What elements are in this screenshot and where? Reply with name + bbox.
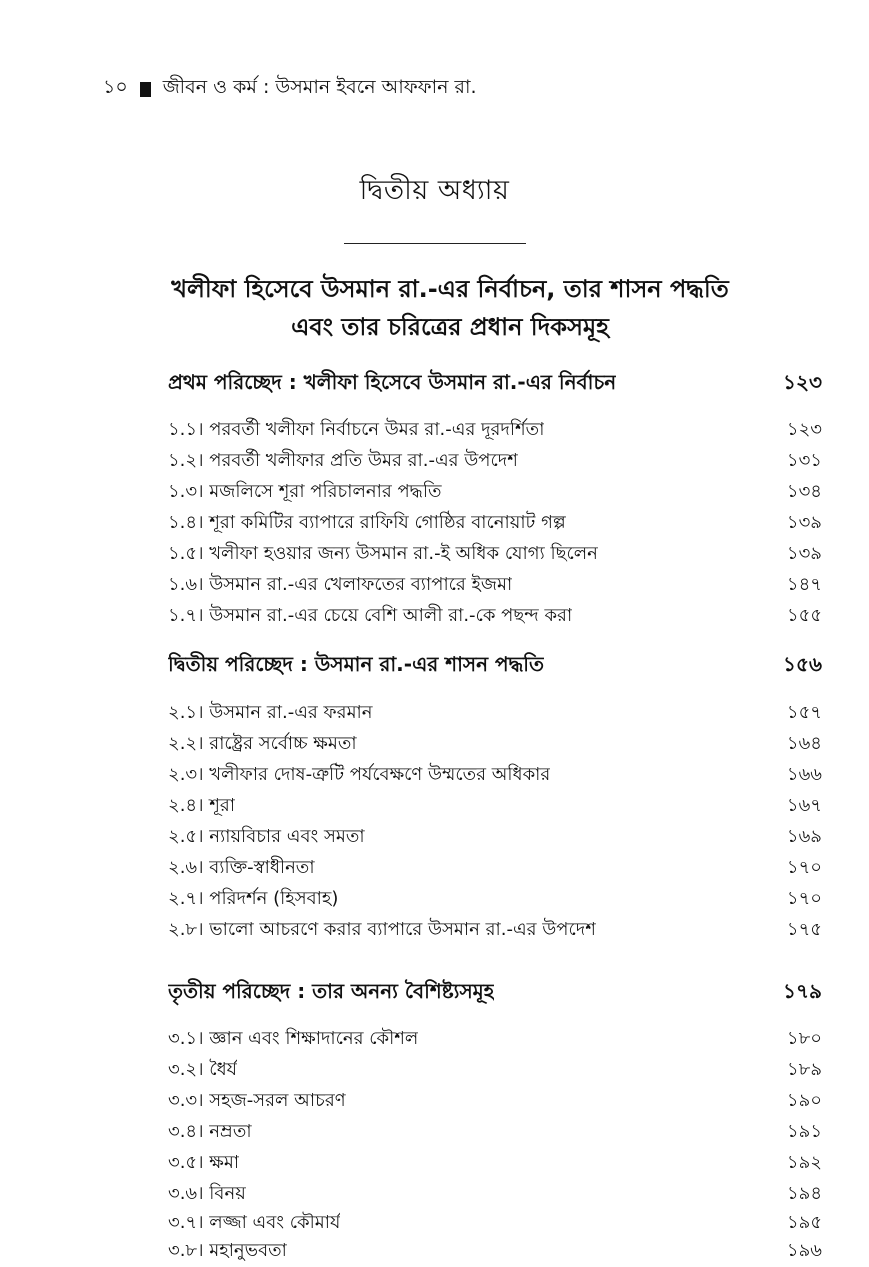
toc-page: ১৩৯: [786, 511, 822, 533]
toc-label: ৩.৮। মহানুভবতা: [168, 1239, 287, 1261]
section-title: দ্বিতীয় পরিচ্ছেদ : উসমান রা.-এর শাসন পদ্ধতি: [168, 651, 544, 676]
toc-page: ১৩৯: [786, 542, 822, 564]
toc-page: ১৬৬: [786, 763, 822, 785]
square-bullet-icon: [140, 82, 151, 97]
toc-page: ১৩১: [786, 449, 822, 471]
toc-label: ২.৩। খলীফার দোষ-ত্রুটি পর্যবেক্ষণে উম্মতের অধিকার: [168, 763, 551, 785]
toc-entry: [168, 1148, 822, 1178]
toc-page: ১৯১: [786, 1120, 822, 1142]
toc-entry: [168, 539, 822, 569]
section-page: ১৫৬: [783, 651, 822, 676]
toc-label: ১.১। পরবর্তী খলীফা নির্বাচনে উমর রা.-এর দূরদর্শিতা: [168, 418, 545, 440]
running-title: জীবন ও কর্ম : উসমান ইবনে আফফান রা.: [162, 76, 477, 98]
chapter-title-line-2: এবং তার চরিত্রের প্রধান দিকসমূহ: [291, 313, 609, 341]
toc-label: ২.৫। ন্যায়বিচার এবং সমতা: [168, 825, 365, 847]
chapter-heading: দ্বিতীয় অধ্যায়: [359, 175, 510, 206]
toc-entry: [168, 853, 822, 883]
toc-label: ৩.৪। নম্রতা: [168, 1120, 252, 1142]
toc-entry: [168, 1179, 822, 1209]
toc-label: ১.৭। উসমান রা.-এর চেয়ে বেশি আলী রা.-কে পছন্দ করা: [168, 604, 573, 626]
toc-entry: [168, 698, 822, 728]
toc-entry: [168, 415, 822, 445]
page-number: ১০: [103, 76, 128, 98]
toc-page: ১৬৯: [786, 825, 822, 847]
toc-entry: [168, 1055, 822, 1085]
toc-label: ৩.৫। ক্ষমা: [168, 1151, 240, 1173]
divider: [344, 243, 526, 244]
toc-label: ২.৮। ভালো আচরণে করার ব্যাপারে উসমান রা.-এর উপদেশ: [168, 918, 596, 940]
toc-entry: [168, 1117, 822, 1147]
toc-page: ১৮৯: [786, 1058, 822, 1080]
running-header: [103, 74, 477, 104]
toc-page: ১৯৫: [786, 1211, 822, 1233]
toc-label: ১.২। পরবর্তী খলীফার প্রতি উমর রা.-এর উপদেশ: [168, 449, 518, 471]
toc-entry: [168, 446, 822, 476]
toc-label: ২.৭। পরিদর্শন (হিসবাহ): [168, 887, 339, 909]
toc-label: ৩.৭। লজ্জা এবং কৌমার্য: [168, 1211, 341, 1233]
toc-page: ১৫৭: [786, 701, 822, 723]
toc-label: ৩.২। ধৈর্য: [168, 1058, 238, 1080]
toc-label: ৩.৩। সহজ-সরল আচরণ: [168, 1089, 346, 1111]
toc-entry: [168, 760, 822, 790]
section-heading: [168, 648, 822, 684]
section-heading: [168, 975, 822, 1011]
toc-label: ১.৬। উসমান রা.-এর খেলাফতের ব্যাপারে ইজমা: [168, 573, 513, 595]
section-title: তৃতীয় পরিচ্ছেদ : তার অনন্য বৈশিষ্ট্যসমূহ: [168, 978, 495, 1003]
section-page: ১২৩: [783, 369, 822, 394]
toc-entry: [168, 477, 822, 507]
toc-page: ১৬৭: [786, 794, 822, 816]
chapter-title: [140, 270, 760, 346]
toc-entry: [168, 601, 822, 631]
toc-entry: [168, 884, 822, 914]
toc-label: ১.৫। খলীফা হওয়ার জন্য উসমান রা.-ই অধিক যোগ্য ছিলেন: [168, 542, 598, 564]
toc-page: ১৯৪: [786, 1182, 822, 1204]
toc-label: ২.৬। ব্যক্তি-স্বাধীনতা: [168, 856, 315, 878]
toc-label: ৩.৬। বিনয়: [168, 1182, 246, 1204]
toc-entry: [168, 822, 822, 852]
toc-label: ২.২। রাষ্ট্রের সর্বোচ্চ ক্ষমতা: [168, 732, 357, 754]
toc-page: ১৫৫: [786, 604, 822, 626]
toc-page: ১৮০: [786, 1027, 822, 1049]
toc-label: ১.৪। শূরা কমিটির ব্যাপারে রাফিযি গোষ্ঠির বানোয়াট গল্প: [168, 511, 566, 533]
section-page: ১৭৯: [783, 978, 822, 1003]
toc-page: ১৭০: [786, 856, 822, 878]
toc-entry: [168, 915, 822, 945]
toc-entry: [168, 729, 822, 759]
toc-entry: [168, 1208, 822, 1238]
toc-entry: [168, 1086, 822, 1116]
toc-page: ১৭৫: [786, 918, 822, 940]
toc-entry: [168, 570, 822, 600]
toc-label: ২.৪। শূরা: [168, 794, 236, 816]
toc-entry: [168, 791, 822, 821]
toc-page: ১৯৬: [786, 1239, 822, 1261]
toc-label: ২.১। উসমান রা.-এর ফরমান: [168, 701, 373, 723]
toc-page: ১৩৪: [786, 480, 822, 502]
toc-page: ১৪৭: [786, 573, 822, 595]
toc-page: ১৭০: [786, 887, 822, 909]
chapter-title-line-1: খলীফা হিসেবে উসমান রা.-এর নির্বাচন, তার শাসন পদ্ধতি: [171, 275, 729, 303]
toc-label: ৩.১। জ্ঞান এবং শিক্ষাদানের কৌশল: [168, 1027, 419, 1049]
toc-entry: [168, 508, 822, 538]
toc-page: ১২৩: [786, 418, 822, 440]
toc-entry: [168, 1236, 822, 1266]
toc-page: ১৯০: [786, 1089, 822, 1111]
toc-entry: [168, 1024, 822, 1054]
section-heading: [168, 366, 822, 402]
toc-page: ১৬৪: [786, 732, 822, 754]
toc-label: ১.৩। মজলিসে শূরা পরিচালনার পদ্ধতি: [168, 480, 442, 502]
toc-page: ১৯২: [786, 1151, 822, 1173]
section-title: প্রথম পরিচ্ছেদ : খলীফা হিসেবে উসমান রা.-এর নির্বাচন: [168, 369, 617, 394]
